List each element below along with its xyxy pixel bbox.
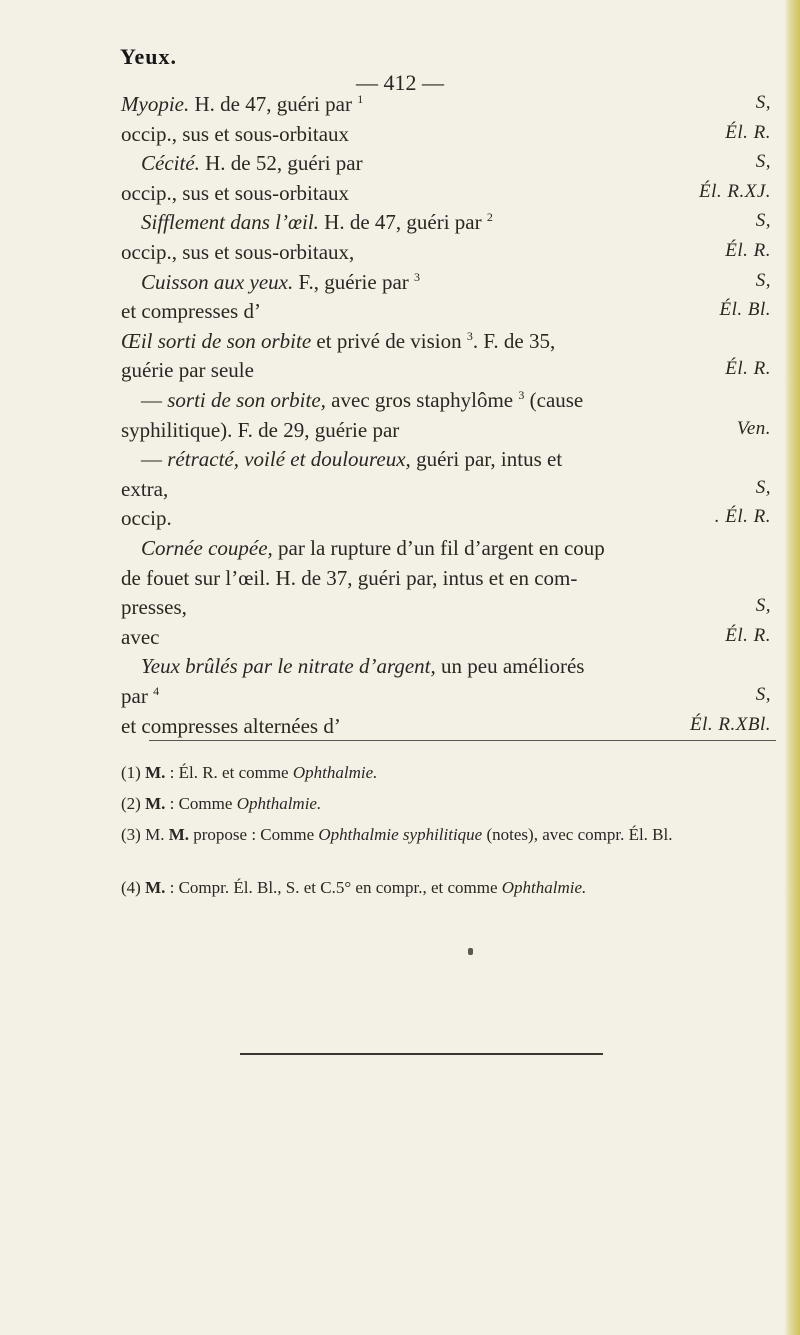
entry-line — [121, 240, 771, 272]
italic-text: Ophthalmie. — [236, 794, 322, 813]
entry-line — [121, 122, 771, 154]
entry-text — [121, 92, 363, 117]
entry-text — [121, 684, 159, 709]
entry-line — [121, 270, 771, 302]
entry-line — [121, 299, 771, 331]
entry-text — [121, 299, 261, 324]
remedy-mark: . Él. R. — [714, 506, 771, 528]
text-run: occip., sus et sous-orbitaux, — [121, 240, 355, 264]
entry-text — [141, 270, 420, 295]
text-run: avec — [121, 624, 160, 649]
entry-line — [121, 536, 771, 568]
page-number: — 412 — — [356, 70, 444, 95]
bold-text: M. — [145, 878, 166, 897]
remedy-mark: Él. R.XJ. — [698, 180, 771, 202]
text-run: (2) — [121, 794, 146, 813]
text-run: (3) M. — [121, 825, 169, 844]
footnote — [121, 762, 771, 784]
text-run: extra, — [121, 476, 169, 501]
footnote-ref: 4 — [153, 684, 160, 698]
entry-text — [141, 447, 562, 472]
footnote-ref: 1 — [357, 92, 364, 106]
entry-line — [121, 92, 771, 124]
entry-line — [121, 181, 771, 213]
italic-text: Ophthalmie. — [292, 763, 378, 782]
italic-text: Cuisson aux yeux. — [141, 269, 294, 294]
text-run: : Compr. Él. Bl., S. et C.5° en compr., et comme — [165, 878, 502, 897]
remedy-mark: Él. R. — [725, 121, 771, 143]
entry-text — [121, 566, 577, 591]
bold-text: M. — [168, 825, 189, 844]
remedy-mark: S, — [755, 210, 771, 232]
footnote-tick-mark — [468, 948, 473, 955]
entry-line — [121, 595, 771, 627]
entry-text — [121, 418, 399, 443]
remedy-mark: Él. R.XBl. — [690, 713, 771, 735]
remedy-mark: S, — [755, 92, 771, 113]
entry-text — [121, 714, 341, 739]
entry-text — [121, 625, 159, 650]
entry-text — [121, 329, 555, 354]
italic-text: sorti de son orbite, — [167, 388, 326, 412]
entry-text — [141, 151, 363, 176]
text-run: F., guérie par — [293, 269, 415, 294]
italic-text: Ophthalmie. — [501, 878, 587, 897]
entry-line — [121, 418, 771, 450]
text-run: (4) — [121, 878, 146, 897]
text-run: de fouet sur l’œil. H. de 37, guéri par, intus et en com- — [121, 565, 578, 590]
remedy-mark: Él. R. — [725, 358, 771, 380]
entry-text — [141, 536, 605, 561]
remedy-mark: Ven. — [736, 417, 771, 439]
remedy-mark: Él. R. — [725, 624, 771, 646]
footnote — [121, 824, 771, 846]
text-run: occip. — [121, 506, 172, 531]
bold-text: M. — [145, 794, 166, 813]
footnote-ref: 3 — [466, 328, 473, 343]
entry-text — [121, 595, 187, 620]
italic-text: Yeux brûlés par le nitrate d’argent, — [141, 654, 436, 679]
remedy-mark: S, — [755, 595, 771, 617]
text-run: — — [141, 447, 168, 472]
entry-text — [121, 477, 168, 502]
text-run: presses, — [121, 595, 187, 620]
running-header-word: Yeux. — [120, 44, 177, 69]
text-run: H. de 47, guéri par — [318, 210, 487, 235]
footnote-ref: 3 — [414, 269, 421, 284]
text-run: H. de 52, guéri par — [199, 151, 363, 176]
footnote-ref: 2 — [486, 210, 493, 225]
text-run: guérie par seule — [121, 358, 254, 383]
italic-text: Œil sorti de son orbite — [121, 328, 312, 353]
text-run: : Comme — [165, 794, 237, 813]
italic-text: Myopie. — [121, 92, 190, 116]
text-run: un peu améliorés — [435, 654, 585, 679]
remedy-mark: S, — [755, 151, 771, 173]
text-run: avec gros staphylôme — [325, 388, 519, 412]
entry-line — [121, 654, 771, 686]
entry-line — [121, 210, 771, 242]
entry-text — [121, 358, 254, 383]
remedy-mark: Él. R. — [725, 240, 771, 261]
italic-text: Sifflement dans l’œil. — [141, 210, 319, 235]
footnote — [121, 877, 771, 899]
italic-text: Cornée coupée, — [141, 536, 273, 560]
italic-text: Cécité. — [141, 151, 200, 176]
footnote-ref: 3 — [518, 388, 525, 402]
entry-line — [121, 151, 771, 183]
italic-text: rétracté, voilé et douloureux, — [167, 447, 411, 472]
text-run: occip., sus et sous-orbitaux — [121, 121, 350, 146]
entry-line — [121, 684, 771, 716]
entry-text — [141, 210, 493, 235]
entry-text — [121, 506, 172, 531]
remedy-mark: S, — [755, 684, 771, 705]
text-run: et compresses d’ — [121, 299, 261, 324]
entry-line — [121, 358, 771, 390]
text-run: et privé de vision — [311, 328, 467, 353]
entry-line — [121, 329, 771, 361]
entry-line — [121, 477, 771, 509]
text-run: syphilitique). F. de 29, guérie par — [121, 417, 400, 442]
text-run: H. de 47, guéri par — [189, 92, 358, 116]
footnote — [121, 793, 771, 815]
bold-text: M. — [145, 763, 166, 782]
text-run: occip., sus et sous-orbitaux — [121, 180, 350, 205]
text-run: — — [141, 388, 168, 412]
footnote-separator — [149, 740, 776, 741]
text-run: (notes), avec compr. Él. Bl. — [482, 825, 673, 844]
entry-line — [121, 506, 771, 538]
remedy-mark: S, — [755, 269, 771, 291]
entry-text — [121, 122, 349, 147]
page-edge-shadow — [784, 0, 800, 1335]
entry-text — [121, 240, 354, 265]
text-run: par la rupture d’un fil d’argent en coup — [272, 536, 605, 560]
entry-text — [121, 181, 349, 206]
text-run: (1) — [121, 763, 146, 782]
entry-line — [121, 566, 771, 598]
text-run: et compresses alternées d’ — [121, 713, 341, 738]
text-run: (cause — [524, 388, 584, 412]
text-run: propose : Comme — [189, 825, 319, 844]
entry-text — [141, 654, 584, 679]
bottom-rule — [240, 1053, 603, 1055]
text-run: par — [121, 684, 154, 708]
remedy-mark: Él. Bl. — [719, 299, 771, 321]
entry-line — [121, 447, 771, 479]
entry-line — [121, 625, 771, 657]
text-run: guéri par, intus et — [410, 447, 563, 472]
entry-line — [121, 388, 771, 420]
italic-text: Ophthalmie syphilitique — [318, 825, 483, 844]
text-run: . F. de 35, — [472, 328, 556, 353]
text-run: : Él. R. et comme — [165, 763, 293, 782]
entry-text — [141, 388, 583, 413]
remedy-mark: S, — [755, 476, 771, 498]
